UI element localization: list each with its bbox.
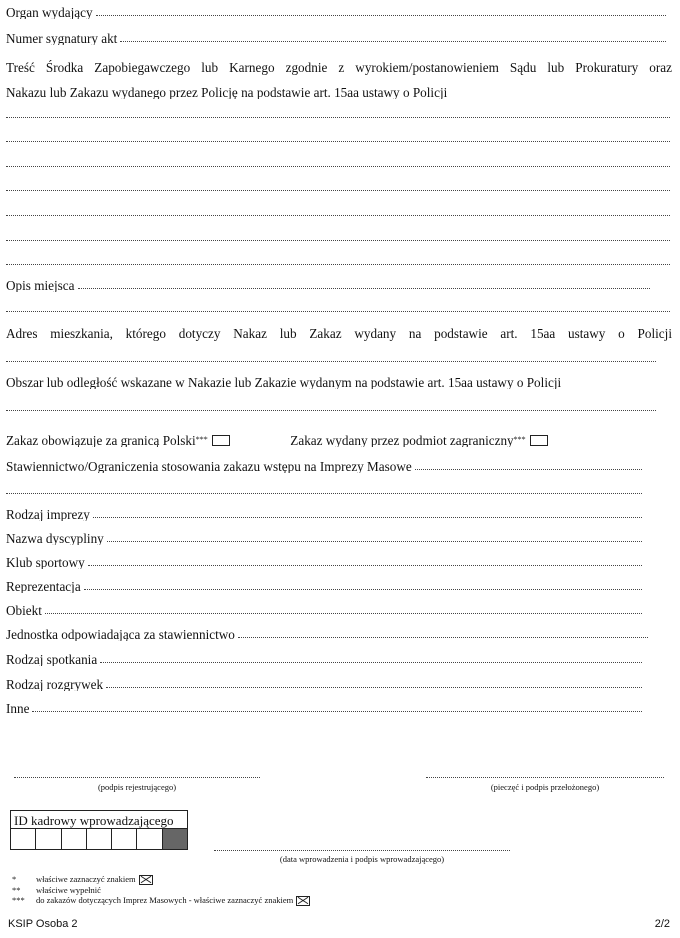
blank-line xyxy=(6,240,670,241)
id-cell[interactable] xyxy=(62,829,87,849)
field-obiekt: Obiekt xyxy=(6,604,642,617)
footnote-1: * właściwe zaznaczyć znakiem xyxy=(12,875,153,885)
blank-line xyxy=(6,311,670,312)
field-reprezentacja: Reprezentacja xyxy=(6,580,642,593)
id-cell[interactable] xyxy=(11,829,36,849)
field-inne: Inne xyxy=(6,702,642,715)
field-stawiennictwo: Stawiennictwo/Ograniczenia stosowania zakazu wstępu na Imprezy Masowe xyxy=(6,460,642,473)
blank-line xyxy=(6,141,670,142)
signature-caption-wprowadzajacy: (data wprowadzenia i podpis wprowadzającego) xyxy=(279,854,445,864)
crossed-box-icon xyxy=(296,896,310,906)
footnote-3: *** do zakazów dotyczących Imprez Masowych - właściwe zaznaczyć znakiem xyxy=(12,896,310,906)
blank-line xyxy=(6,264,670,265)
footnote-2: ** właściwe wypełnić xyxy=(12,885,101,895)
zakaz-zagraniczny-label: Zakaz wydany przez podmiot zagraniczny xyxy=(290,434,514,448)
id-cell[interactable] xyxy=(112,829,137,849)
signature-line-rejestrujacy xyxy=(14,777,260,778)
field-rodzaj-rozgrywek: Rodzaj rozgrywek xyxy=(6,678,642,691)
signature-caption-przelozony: (pieczęć i podpis przełożonego) xyxy=(490,782,600,792)
blank-line xyxy=(6,215,670,216)
field-sygnatura: Numer sygnatury akt xyxy=(6,32,666,45)
field-rodzaj-spotkania: Rodzaj spotkania xyxy=(6,653,642,666)
id-kadrowy-box xyxy=(10,810,188,850)
footer-form-name: KSIP Osoba 2 xyxy=(8,918,78,930)
id-cell[interactable] xyxy=(36,829,61,849)
field-opis-miejsca: Opis miejsca xyxy=(6,279,650,292)
id-cell[interactable] xyxy=(87,829,112,849)
signature-line-przelozony xyxy=(426,777,664,778)
footer-page-number: 2/2 xyxy=(654,918,670,930)
blank-line xyxy=(6,361,656,362)
id-kadrowy-title: ID kadrowy wprowadzającego xyxy=(11,811,187,829)
zakaz-zagraniczny-checkbox[interactable] xyxy=(530,435,548,446)
signature-line-wprowadzajacy xyxy=(214,850,510,851)
zakaz-granica-checkbox[interactable] xyxy=(212,435,230,446)
field-adres: Adres mieszkania, którego dotyczy Nakaz lub Zakaz wydany na podstawie art. 15aa ustawy o Policji xyxy=(6,326,672,341)
field-rodzaj-imprezy: Rodzaj imprezy xyxy=(6,508,642,521)
zakaz-checkbox-row xyxy=(6,434,672,447)
field-obszar: Obszar lub odległość wskazane w Nakazie lub Zakazie wydanym na podstawie art. 15aa ustawy o Policji xyxy=(6,376,562,390)
id-cell[interactable] xyxy=(137,829,162,849)
field-organ: Organ wydający xyxy=(6,6,666,19)
blank-line xyxy=(6,117,670,118)
id-cell[interactable] xyxy=(163,829,187,849)
field-jednostka: Jednostka odpowiadająca za stawiennictwo xyxy=(6,628,648,641)
blank-line xyxy=(6,166,670,167)
blank-line xyxy=(6,493,642,494)
id-kadrowy-cells xyxy=(11,829,187,849)
field-klub-sportowy: Klub sportowy xyxy=(6,556,642,569)
tresc-line-1: Treść Środka Zapobiegawczego lub Karnego zgodnie z wyrokiem/postanowieniem Sądu lub Prokuratury oraz xyxy=(6,60,672,75)
crossed-box-icon xyxy=(139,875,153,885)
footnote-ref: *** xyxy=(513,435,526,444)
footnote-ref: *** xyxy=(195,435,208,444)
field-nazwa-dyscypliny: Nazwa dyscypliny xyxy=(6,532,642,545)
zakaz-granica-label: Zakaz obowiązuje za granicą Polski xyxy=(6,434,196,448)
blank-line xyxy=(6,410,656,411)
signature-caption-rejestrujacy: (podpis rejestrującego) xyxy=(97,782,177,792)
tresc-line-2: Nakazu lub Zakazu wydanego przez Policję na podstawie art. 15aa ustawy o Policji xyxy=(6,86,448,100)
blank-line xyxy=(6,190,670,191)
